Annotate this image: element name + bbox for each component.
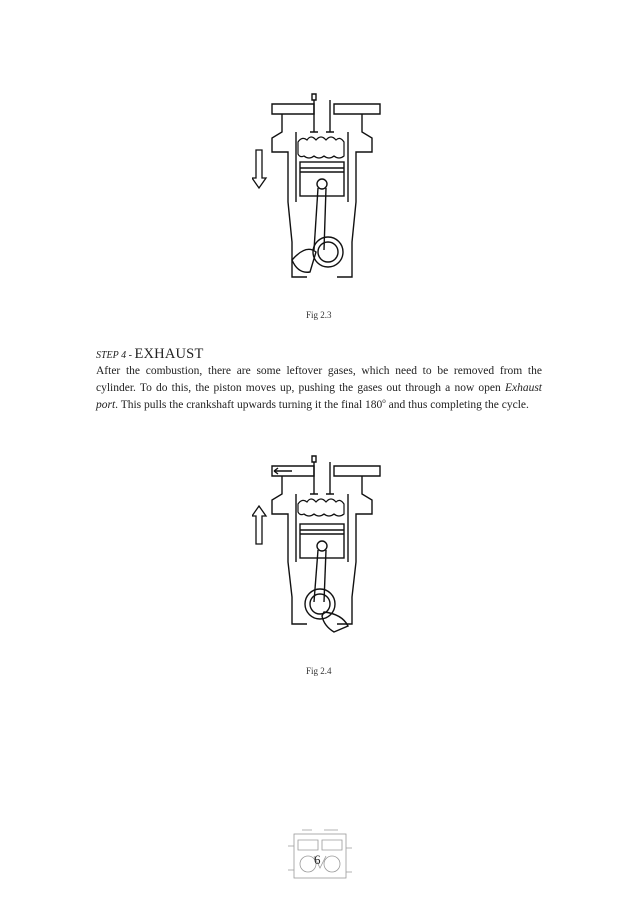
page-number: 6 <box>314 852 321 867</box>
paragraph-text-2: . This pulls the crankshaft upwards turning it the final 180 <box>115 399 383 411</box>
exhaust-port-term: Exhaust port <box>96 382 542 411</box>
step-label: STEP 4 - <box>96 350 132 361</box>
paragraph-text-3: and thus completing the cycle. <box>385 399 529 411</box>
degree-symbol: o <box>382 397 386 406</box>
figure-caption-2-3: Fig 2.3 <box>306 310 332 320</box>
paragraph-text-1: After the combustion, there are some leftover gases, which need to be removed from the cylinder. To do this, the piston moves up, pushing the gases out through a now open <box>96 365 542 394</box>
engine-diagram-fig-2-4 <box>252 452 387 652</box>
figure-caption-2-4: Fig 2.4 <box>306 666 332 676</box>
step-title: EXHAUST <box>134 346 204 362</box>
step-heading <box>96 346 204 363</box>
body-paragraph <box>96 363 542 414</box>
engine-diagram-fig-2-3 <box>252 92 387 307</box>
